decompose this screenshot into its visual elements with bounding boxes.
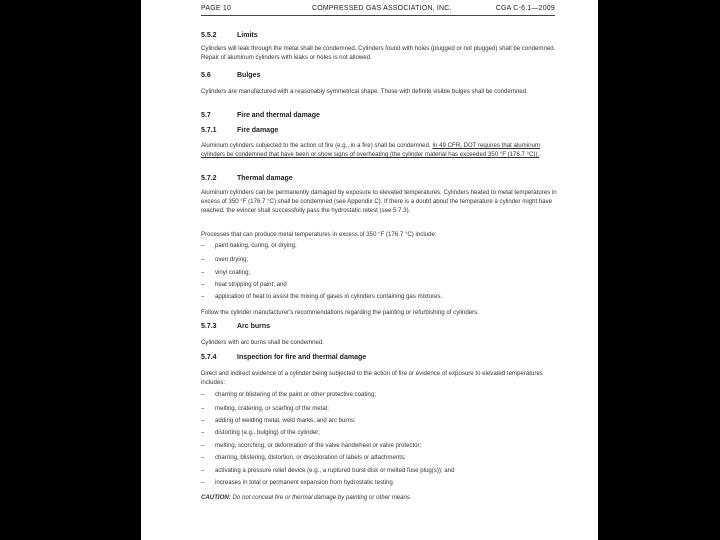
heading-5-7: 5.7 Fire and thermal damage xyxy=(201,112,320,119)
caution-text: Do not conceal fire or thermal damage by painting or other means. xyxy=(230,494,412,501)
heading-5-5-2: 5.5.2 Limits xyxy=(201,32,258,39)
header-rule xyxy=(201,15,555,16)
heading-5-7-2: 5.7.2 Thermal damage xyxy=(201,175,293,182)
paragraph-5-7-3: Cylinders with arc burns shall be condemned. xyxy=(201,339,324,346)
organization-name: COMPRESSED GAS ASSOCIATION, INC. xyxy=(312,5,452,12)
heading-5-7-3: 5.7.3 Arc burns xyxy=(201,323,271,330)
page-number: PAGE 10 xyxy=(201,5,232,12)
page-header xyxy=(201,5,555,17)
heading-5-6: 5.6 Bulges xyxy=(201,72,261,79)
paragraph-5-5-2: Cylinders will leak through the metal shall be condemned. Cylinders found with holes (plugged or not plugged) shall be condemned. Repair of aluminum cylinders with leaks or holes is not allowed. xyxy=(201,45,556,61)
document-id: CGA C-6.1—2009 xyxy=(495,5,555,12)
document-page: PAGE 10 COMPRESSED GAS ASSOCIATION, INC. CGA C-6.1—2009 5.5.2 Limits Cylinders will leak through the metal shall be condemned. Cylinders found with holes (plugged or not plugged) shall be condemned. Repair of aluminum cylinders with leaks or holes is not allowed. 5.6 Bulges Cylinders are manufactured with a reasonably symmetrical shape. Those with definite visible bulges shall be condemned. 5.7 Fire and thermal damage 5.7.1 Fire damage Aluminum cylinders subjected to the action of fire (e.g., in a fire) shall be condemned. In 49 CFR, DOT requires that aluminum cylinders be condemned that have been or show signs of overheating (the cylinder material has exceeded 350 °F (176.7 °C)). 5.7.2 Thermal damage Aluminum cylinders can be permanently damaged by exposure to elevated temperatures. Cylinders heated to metal temperatures in excess of 350 °F (176.7 °C) shall be condemned (see Appendix C). If there is a doubt about the temperature a cylinder might have reached, the evincer shall successfully pass the hydrostatic retest (see 5.7.3). Processes that can produce metal temperatures in excess of 350 °F (176.7 °C) include: – paint baking, curing, or drying; – oven drying; – vinyl coating; – heat stripping of paint; and – application of heat to assist the mixing of gases in cylinders containing gas mixtures. Follow the cylinder manufacturer's recommendations regarding the painting or refurbishing of cylinders. 5.7.3 Arc burns Cylinders with arc burns shall be condemned. 5.7.4 Inspection for fire and thermal damage Direct and indirect evidence of a cylinder being subjected to the action of fire or evidence of exposure to elevated temperatures includes: – charring or blistering of the paint or other protective coating; – melting, cratering, or scarfing of the metal; – adding of welding metal, weld marks, and arc burns; – distorting (e.g., bulging) of the cylinder; – melting, scorching, or deformation of the valve handwheel or valve protector; – charring, blistering, distortion, or discoloration of labels or attachments; – activating a pressure relief device (e.g., a ruptured burst disk or melted fuse plug(s)); and – increases in total or permanent expansion from hydrostatic testing. CAUTION: Do not conceal fire or thermal damage by painting or other means. xyxy=(141,0,598,540)
paragraph-5-7-1: Aluminum cylinders subjected to the action of fire (e.g., in a fire) shall be condemned. In 49 CFR, DOT requires that aluminum cylinders be condemned that have been or show signs of overheating (the cylinder material has exceeded 350 °F (176.7 °C)). xyxy=(201,142,540,158)
paragraph-5-7-2-a: Aluminum cylinders can be permanently damaged by exposure to elevated temperatures. Cylinders heated to metal temperatures in excess of 350 °F (176.7 °C) shall be condemned (see Appendix C). If there is a doubt about the temperature a cylinder might have reached, the evincer shall successfully pass the hydrostatic retest (see 5.7.3). xyxy=(201,189,557,214)
heading-5-7-1: 5.7.1 Fire damage xyxy=(201,127,279,134)
caution-label: CAUTION: xyxy=(201,494,231,501)
paragraph-5-6: Cylinders are manufactured with a reasonably symmetrical shape. Those with definite visible bulges shall be condemned. xyxy=(201,88,528,95)
caution-note xyxy=(201,494,561,501)
paragraph-5-7-2-c: Follow the cylinder manufacturer's recommendations regarding the painting or refurbishing of cylinders. xyxy=(201,309,479,316)
paragraph-5-7-2-b: Processes that can produce metal temperatures in excess of 350 °F (176.7 °C) include: xyxy=(201,231,437,238)
heading-5-7-4: 5.7.4 Inspection for fire and thermal damage xyxy=(201,354,367,361)
paragraph-5-7-4: Direct and indirect evidence of a cylinder being subjected to the action of fire or evidence of exposure to elevated temperatures includes: xyxy=(201,370,543,386)
